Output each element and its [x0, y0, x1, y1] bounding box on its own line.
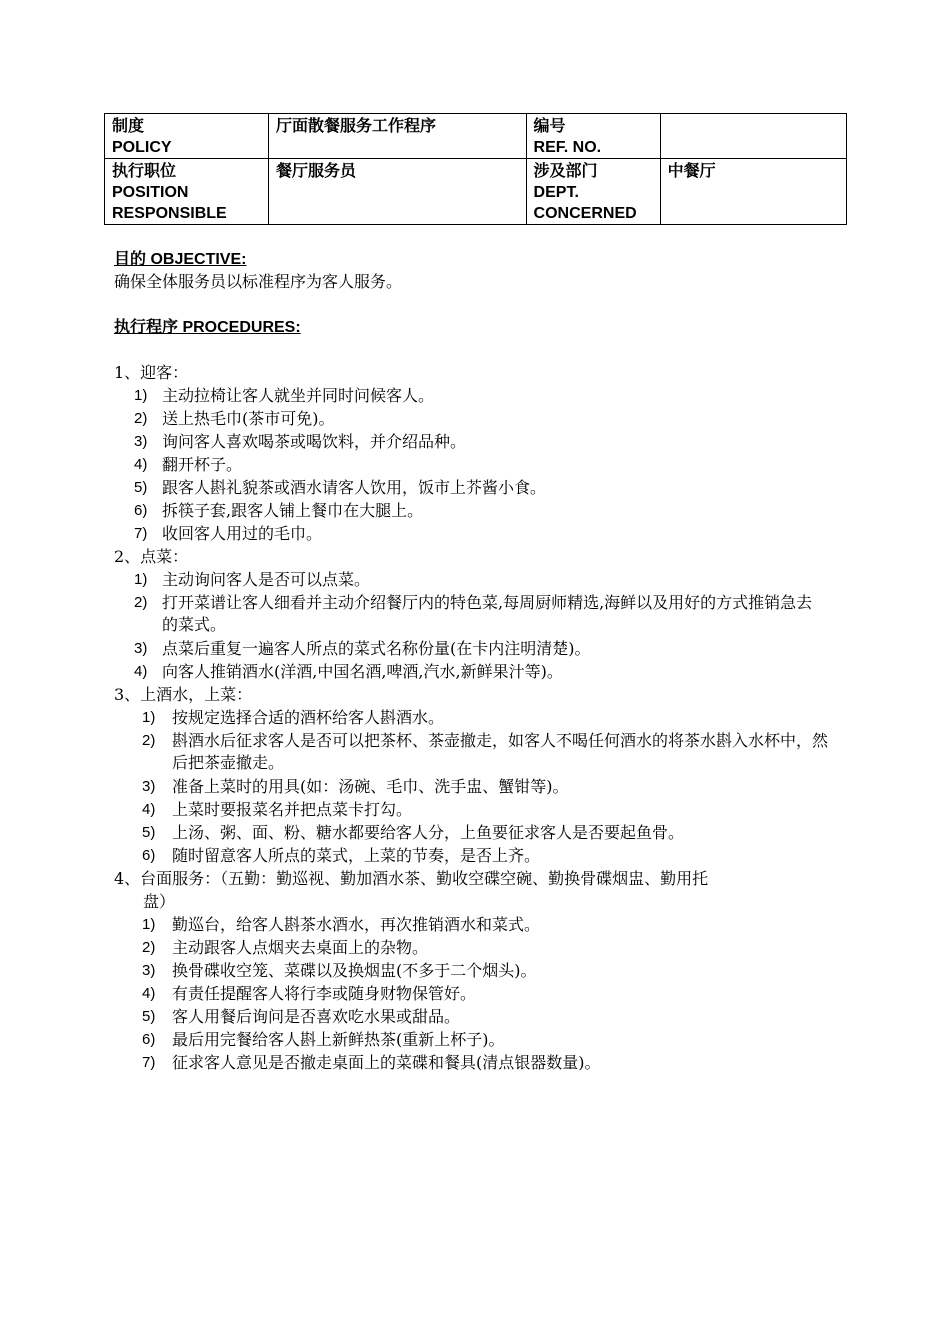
ref-label-en: REF. NO. — [533, 139, 602, 156]
list-item-number: 3) — [142, 778, 156, 795]
objective-heading: 目的 OBJECTIVE: — [114, 251, 247, 268]
list-item-number: 3) — [134, 433, 148, 450]
list-item-number: 2) — [142, 939, 156, 956]
list-item-number: 6) — [134, 502, 148, 519]
list-item-text: 主动询问客人是否可以点菜。 — [162, 570, 371, 589]
list-item-number: 2) — [134, 410, 148, 427]
list-item-number: 1) — [142, 916, 156, 933]
objective-text: 确保全体服务员以标准程序为客人服务。 — [114, 272, 403, 291]
list-item-text: 打开菜谱让客人细看并主动介绍餐厅内的特色菜,每周厨师精选,海鲜以及用好的方式推销急去的菜式。 — [162, 593, 813, 634]
position-label-en-1: POSITION — [112, 184, 189, 201]
list-item-number: 3) — [142, 962, 156, 979]
list-item-text: 询问客人喜欢喝茶或喝饮料，并介绍品种。 — [162, 432, 467, 451]
list-item-text: 斟酒水后征求客人是否可以把茶杯、茶壶撤走，如客人不喝任何酒水的将茶水斟入水杯中，然后把茶壶撤走。 — [172, 731, 829, 772]
position-value: 餐厅服务员 — [275, 163, 356, 180]
list-item-number: 5) — [142, 824, 156, 841]
ref-label-cn: 编号 — [533, 118, 566, 135]
header-row-policy — [105, 114, 847, 159]
list-item-text: 送上热毛巾(茶市可免)。 — [162, 409, 335, 428]
position-value-cell — [268, 159, 526, 225]
dept-label-en-1: DEPT. — [533, 184, 579, 201]
list-item-text: 最后用完餐给客人斟上新鲜热茶(重新上杯子)。 — [172, 1030, 505, 1049]
list-item-number: 2) — [142, 732, 156, 749]
position-label-cell — [105, 159, 269, 225]
procedure-group-title-continued: 盘） — [143, 892, 176, 911]
procedure-group-title: 1、迎客： — [114, 363, 189, 382]
dept-label-en-2: CONCERNED — [533, 205, 637, 222]
policy-label-en: POLICY — [112, 139, 172, 156]
position-label-en-2: RESPONSIBLE — [112, 205, 227, 222]
list-item-number: 5) — [134, 479, 148, 496]
list-item-text: 客人用餐后询问是否喜欢吃水果或甜品。 — [172, 1007, 461, 1026]
list-item-text: 拆筷子套,跟客人铺上餐巾在大腿上。 — [162, 501, 424, 520]
list-item-number: 1) — [142, 709, 156, 726]
position-label-cn: 执行职位 — [112, 163, 177, 180]
policy-label-cn: 制度 — [112, 118, 145, 135]
list-item-text: 主动跟客人点烟夹去桌面上的杂物。 — [172, 938, 429, 957]
list-item-text: 上汤、粥、面、粉、糖水都要给客人分，上鱼要征求客人是否要起鱼骨。 — [172, 823, 685, 842]
procedures-heading: 执行程序 PROCEDURES: — [114, 319, 301, 336]
list-item-number: 6) — [142, 1031, 156, 1048]
list-item-text: 准备上菜时的用具(如：汤碗、毛巾、洗手盅、蟹钳等)。 — [172, 777, 569, 796]
list-item-text: 点菜后重复一遍客人所点的菜式名称份量(在卡内注明清楚)。 — [162, 639, 591, 658]
ref-value-cell — [660, 114, 846, 159]
list-item-text: 有责任提醒客人将行李或随身财物保管好。 — [172, 984, 477, 1003]
list-item-text: 勤巡台，给客人斟茶水酒水，再次推销酒水和菜式。 — [172, 915, 541, 934]
list-item-number: 2) — [134, 594, 148, 611]
list-item-text: 跟客人斟礼貌茶或酒水请客人饮用，饭市上芥酱小食。 — [162, 478, 547, 497]
list-item-number: 3) — [134, 640, 148, 657]
list-item-text: 征求客人意见是否撤走桌面上的菜碟和餐具(清点银器数量)。 — [172, 1053, 601, 1072]
procedure-group-title: 4、台面服务：（五勤：勤巡视、勤加酒水茶、勤收空碟空碗、勤换骨碟烟盅、勤用托 — [114, 869, 709, 888]
header-row-position — [105, 159, 847, 225]
list-item-text: 主动拉椅让客人就坐并同时问候客人。 — [162, 386, 435, 405]
list-item-number: 7) — [142, 1054, 156, 1071]
dept-value: 中餐厅 — [667, 163, 716, 180]
list-item-number: 4) — [142, 801, 156, 818]
policy-value: 厅面散餐服务工作程序 — [275, 118, 436, 135]
dept-value-cell — [660, 159, 846, 225]
list-item-text: 上菜时要报菜名并把点菜卡打勾。 — [172, 800, 413, 819]
list-item-number: 4) — [134, 663, 148, 680]
policy-value-cell — [268, 114, 526, 159]
list-item-text: 随时留意客人所点的菜式，上菜的节奏，是否上齐。 — [172, 846, 541, 865]
list-item-number: 7) — [134, 525, 148, 542]
procedure-group-title: 3、上酒水，上菜： — [114, 685, 253, 704]
list-item-number: 4) — [142, 985, 156, 1002]
list-item-text: 按规定选择合适的酒杯给客人斟酒水。 — [172, 708, 445, 727]
header-table — [104, 113, 847, 225]
policy-label-cell — [105, 114, 269, 159]
list-item-number: 1) — [134, 571, 148, 588]
procedure-group-title: 2、点菜： — [114, 547, 189, 566]
list-item-number: 4) — [134, 456, 148, 473]
list-item-text: 翻开杯子。 — [162, 455, 243, 474]
list-item-text: 收回客人用过的毛巾。 — [162, 524, 323, 543]
list-item-number: 5) — [142, 1008, 156, 1025]
list-item-number: 1) — [134, 387, 148, 404]
dept-label-cell — [526, 159, 660, 225]
list-item-text: 向客人推销酒水(洋酒,中国名酒,啤酒,汽水,新鲜果汁等)。 — [162, 662, 563, 681]
list-item-text: 换骨碟收空笼、菜碟以及换烟盅(不多于二个烟头)。 — [172, 961, 537, 980]
list-item-number: 6) — [142, 847, 156, 864]
dept-label-cn: 涉及部门 — [533, 163, 598, 180]
ref-label-cell — [526, 114, 660, 159]
